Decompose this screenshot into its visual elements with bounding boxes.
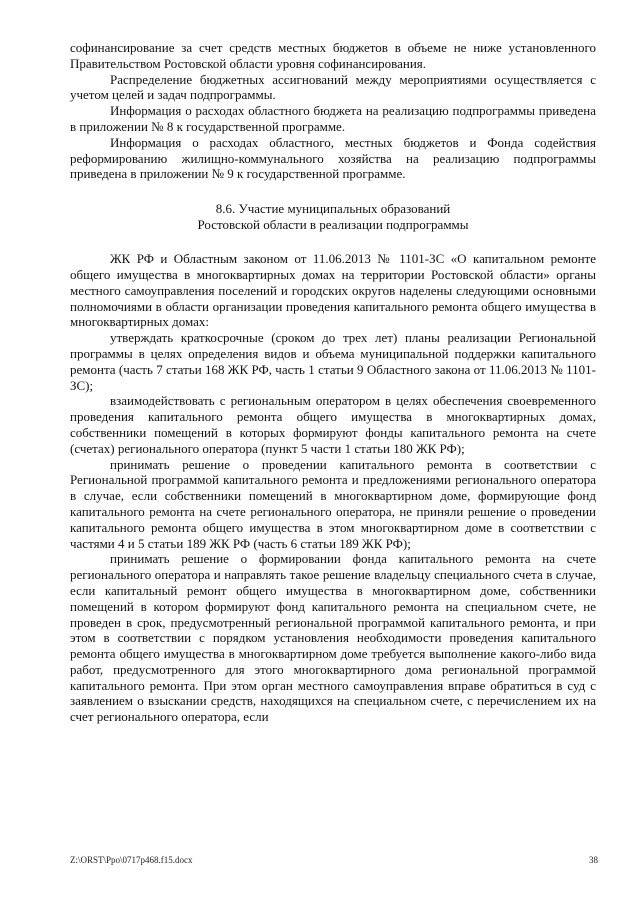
body-paragraph-2: утверждать краткосрочные (сроком до трех лет) планы реализации Региональной программы в целях определения видов и объема муниципальной поддержки капитального ремонта (часть 7 статьи 168 ЖК РФ, часть 1 статьи 9 Областного закона от 11.06.2013 № 1101-ЗС); [70,330,596,393]
body-paragraph-5: принимать решение о формировании фонда капитального ремонта на счете регионального оператора и направлять такое решение владельцу специального счета в случае, если капитальный ремонт общего имущества в многоквартирном доме, собственники помещений в котором формируют фонд капитального ремонта на специальном счете, не проведен в срок, предусмотренный региональной программой капитального ремонта, и при этом в соответствии с порядком установления необходимости проведения капитального ремонта общего имущества в многоквартирном доме требуется выполнение какого-либо вида работ, предусмотренного для этого многоквартирного дома региональной программой капитального ремонта. При этом орган местного самоуправления вправе обратиться в суд с заявлением о взыскании средств, находящихся на специальном счете, с перечислением их на счет регионального оператора, если [70,551,596,725]
body-paragraph-1: ЖК РФ и Областным законом от 11.06.2013 № 1101-ЗС «О капитальном ремонте общего имущества в многоквартирных домах на территории Ростовской области» органы местного самоуправления поселений и городских округов наделены следующими основными полномочиями в области организации проведения капитального ремонта общего имущества в многоквартирных домах: [70,251,596,330]
intro-paragraph-2: Распределение бюджетных ассигнований между мероприятиями осуществляется с учетом целей и задач подпрограммы. [70,71,596,103]
body-paragraph-4: принимать решение о проведении капитального ремонта в соответствии с Региональной программой капитального ремонта и предложениями регионального оператора в случае, если собственники помещений в многоквартирном доме, формирующие фонд капитального ремонта на счете регионального оператора, не приняли решение о проведении капитального ремонта общего имущества в этом многоквартирном доме в соответствии с частями 4 и 5 статьи 189 ЖК РФ (часть 6 статьи 189 ЖК РФ); [70,456,596,551]
page-footer [70,855,598,866]
body-paragraph-3: взаимодействовать с региональным оператором в целях обеспечения своевременного проведения капитального ремонта общего имущества в многоквартирных домах, собственники помещений в которых формируют фонды капитального ремонта на счете (счетах) регионального оператора (пункт 5 части 1 статьи 180 ЖК РФ); [70,393,596,456]
section-heading-line-1: 8.6. Участие муниципальных образований [215,201,451,217]
footer-file-path: Z:\ORST\Ppo\0717p468.f15.docx [70,855,193,865]
intro-paragraph-3: Информация о расходах областного бюджета на реализацию подпрограммы приведена в приложении № 8 к государственной программе. [70,103,596,134]
intro-paragraph-4: Информация о расходах областного, местных бюджетов и Фонда содействия реформированию жилищно-коммунального хозяйства на реализацию подпрограммы приведена в приложении № 9 к государственной программе. [70,134,596,182]
page-number: 38 [589,855,598,865]
section-heading [70,201,596,233]
section-heading-line-2: Ростовской области в реализации подпрограммы [197,217,469,233]
page-content [70,40,596,725]
intro-paragraph-1: софинансирование за счет средств местных бюджетов в объеме не ниже установленного Правительством Ростовской области уровня софинансирования. [70,40,596,71]
